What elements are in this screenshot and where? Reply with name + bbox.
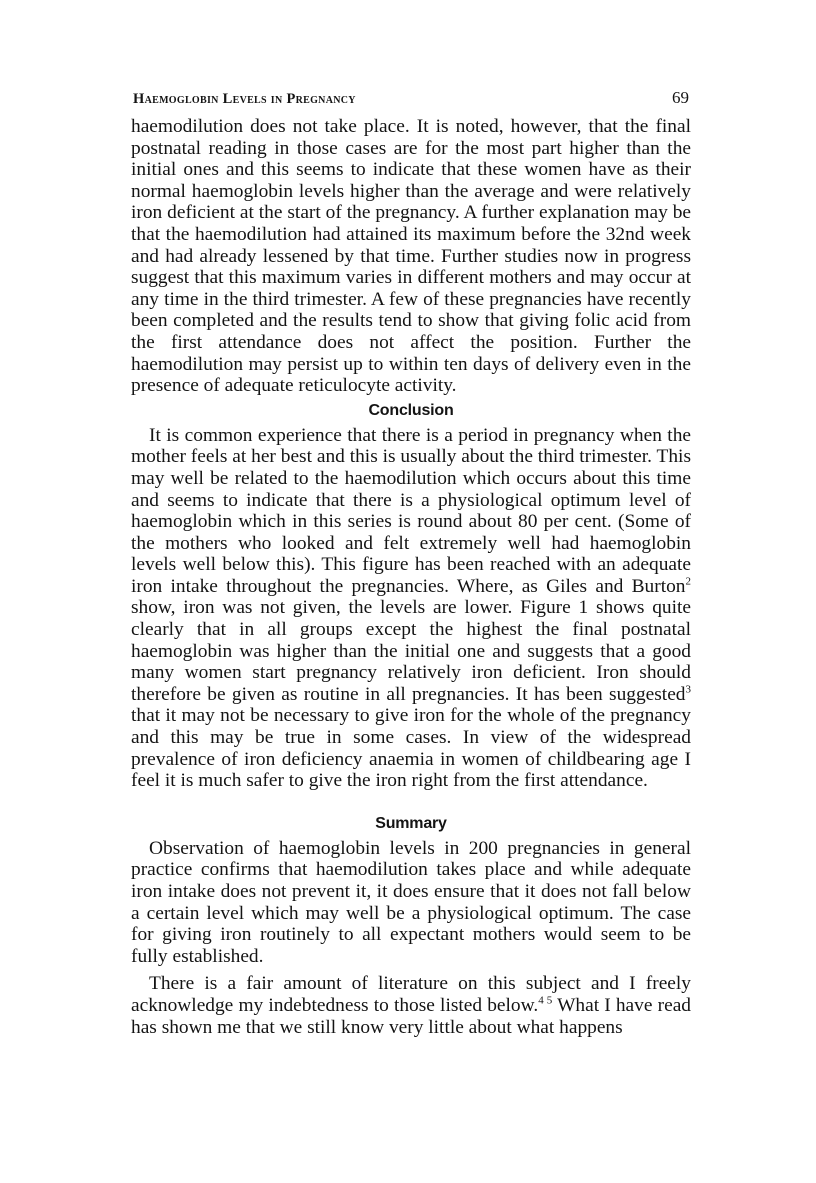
intro-paragraph: haemodilution does not take place. It is noted, however, that the final postnatal reading in those cases are for the most part higher than the initial ones and this seems to indicate that these women have as their normal haemoglobin levels higher than the average and were relatively iron deficient at the start of the pregnancy. A further explanation may be that the haemodilution had attained its maximum before the 32nd week and had already lessened by that time. Further studies now in progress suggest that this maximum varies in different mothers and may occur at any time in the third trimester. A few of these pregnancies have recently been completed and the results tend to show that giving folic acid from the first attendance does not affect the position. Further the haemodilution may persist up to within ten days of delivery even in the presence of adequate reticulocyte activity.: [131, 116, 691, 397]
reference-superscript-2: 2: [685, 575, 691, 588]
document-page: [131, 88, 691, 1038]
summary-paragraph: Observation of haemoglobin levels in 200 pregnancies in general practice confirms that haemodilution takes place and while adequate iron intake does not prevent it, it does ensure that it does not fall below a certain level which may well be a physiological optimum. The case for giving iron routinely to all expectant mothers would seem to be fully established.: [131, 837, 691, 967]
running-header: [133, 88, 691, 116]
summary-heading: Summary: [375, 814, 447, 832]
reference-superscript-4-5: 4 5: [538, 994, 553, 1007]
conclusion-text-part-3: that it may not be necessary to give iron for the whole of the pregnancy and this may be true in some cases. In view of the widespread prevalence of iron deficiency anaemia in women of childbearing age I feel it is much safer to give the iron right from the first attendance.: [131, 705, 691, 792]
acknowledgement-text-part-1: There is a fair amount of literature on this subject and I freely acknowledge my indebtedness to those listed below.: [131, 973, 691, 1016]
conclusion-text-part-1: It is common experience that there is a period in pregnancy when the mother feels at her best and this is usually about the third trimester. This may well be related to the haemodilution which occurs about this time and seems to indicate that there is a physiological optimum level of haemoglobin which in this series is round about 80 per cent. (Some of the mothers who looked and felt extremely well had haemoglobin levels well below this). This figure has been reached with an adequate iron intake throughout the pregnancies. Where, as Giles and Burton: [131, 424, 691, 597]
conclusion-paragraph: [131, 425, 691, 792]
acknowledgement-text-part-2: What I have read has shown me that we still know very little about what happens: [131, 994, 691, 1038]
conclusion-text-part-2: show, iron was not given, the levels are lower. Figure 1 shows quite clearly that in all groups except the highest the final postnatal haemoglobin was higher than the initial one and suggests that a good many women start pregnancy relatively iron deficient. Iron should therefore be given as routine in all pregnancies. It has been suggested: [131, 597, 691, 705]
acknowledgement-paragraph: [131, 973, 691, 1038]
reference-superscript-3: 3: [685, 683, 691, 696]
running-title: Haemoglobin Levels in Pregnancy: [133, 91, 356, 107]
page-number: 69: [672, 88, 689, 107]
conclusion-heading: Conclusion: [368, 401, 454, 419]
